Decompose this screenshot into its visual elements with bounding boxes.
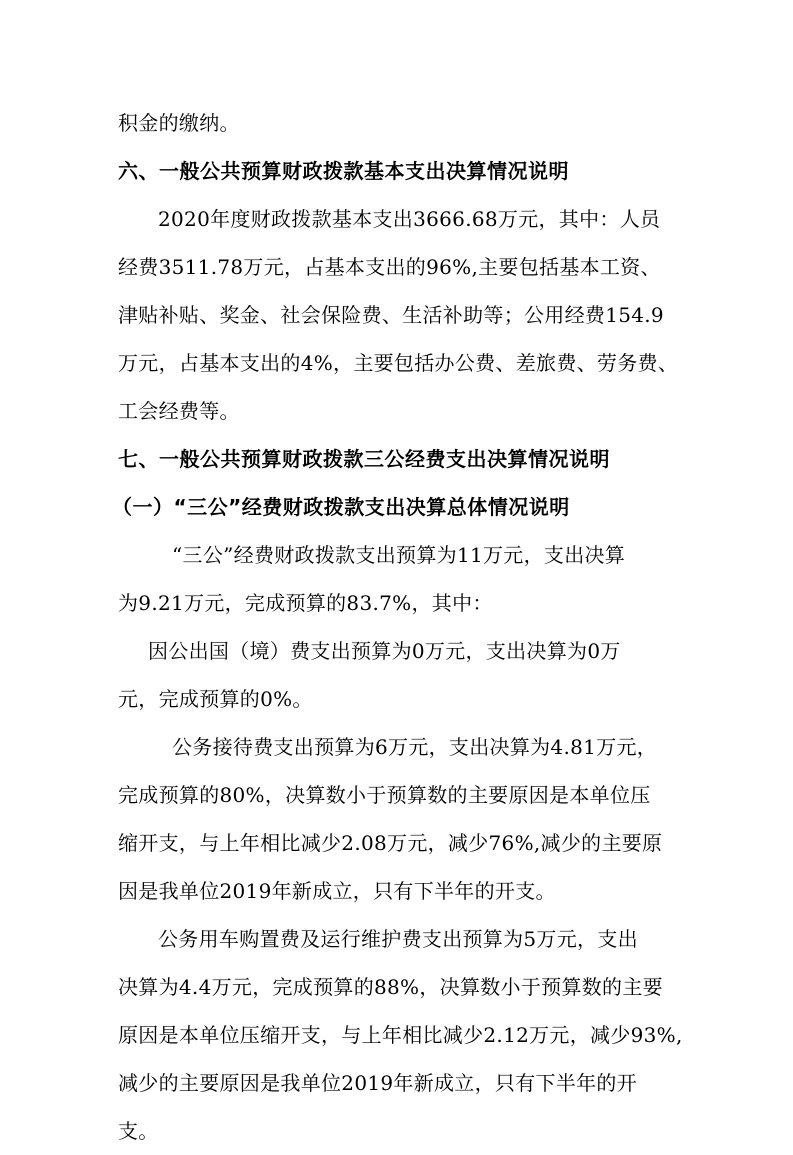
body-text-line: 元，完成预算的0%。 [118,687,313,711]
body-text-line: 为9.21万元，完成预算的83.7%，其中： [118,591,493,615]
section-heading-6: 六、一般公共预算财政拨款基本支出决算情况说明 [118,159,569,183]
body-text-line: 完成预算的80%，决算数小于预算数的主要原因是本单位压 [118,783,651,807]
body-text-line: 工会经费等。 [118,399,240,423]
paragraph-start: “三公”经费财政拨款支出预算为11万元，支出决算 [172,543,626,567]
subsection-heading-1: （一）“三公”经费财政拨款支出决算总体情况说明 [112,495,570,519]
body-text-line: 原因是本单位压缩开支，与上年相比减少2.12万元，减少93%, [118,1023,683,1047]
paragraph-start: 因公出国（境）费支出预算为0万元，支出决算为0万 [148,639,621,663]
body-text-line: 津贴补贴、奖金、社会保险费、生活补助等；公用经费154.9 [118,303,664,327]
body-text-line: 万元，占基本支出的4%，主要包括办公费、差旅费、劳务费、 [118,351,679,375]
paragraph-start: 公务接待费支出预算为6万元，支出决算为4.81万元， [172,735,658,759]
body-text-line: 减少的主要原因是我单位2019年新成立，只有下半年的开 [118,1071,637,1095]
paragraph-start: 2020年度财政拨款基本支出3666.68万元，其中：人员 [158,207,661,231]
body-text-line: 经费3511.78万元，占基本支出的96%,主要包括基本工资、 [118,255,661,279]
body-text-line: 决算为4.4万元，完成预算的88%，决算数小于预算数的主要 [118,975,663,999]
body-text-line: 积金的缴纳。 [118,111,240,135]
section-heading-7: 七、一般公共预算财政拨款三公经费支出决算情况说明 [118,447,610,471]
body-text-line: 缩开支，与上年相比减少2.08万元，减少76%,减少的主要原 [118,831,663,855]
body-text-line: 因是我单位2019年新成立，只有下半年的开支。 [118,879,556,903]
paragraph-start: 公务用车购置费及运行维护费支出预算为5万元，支出 [158,927,638,951]
body-text-line: 支。 [118,1119,159,1143]
